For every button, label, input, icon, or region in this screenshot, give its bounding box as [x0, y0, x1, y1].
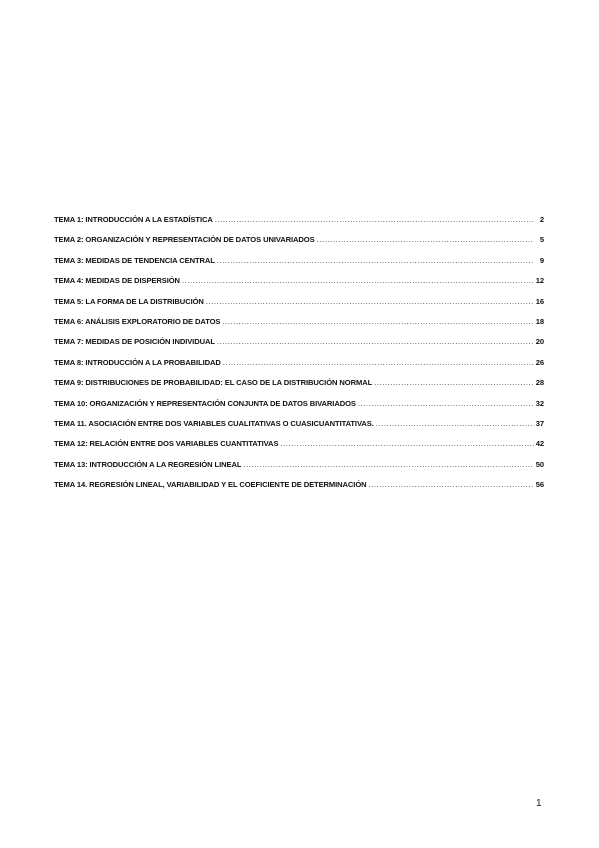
- toc-dot-leader: [369, 480, 534, 489]
- toc-entry-title: TEMA 14. REGRESIÓN LINEAL, VARIABILIDAD Y EL COEFICIENTE DE DETERMINACIÓN: [54, 480, 367, 490]
- toc-dot-leader: [217, 256, 534, 265]
- toc-entry-title: TEMA 11. ASOCIACIÓN ENTRE DOS VARIABLES CUALITATIVAS O CUASICUANTITATIVAS.: [54, 418, 374, 428]
- toc-dot-leader: [358, 399, 534, 408]
- toc-entry-12[interactable]: [54, 439, 544, 459]
- toc-entry-title: TEMA 8: INTRODUCCIÓN A LA PROBABILIDAD: [54, 357, 221, 367]
- toc-entry-title: TEMA 9: DISTRIBUCIONES DE PROBABILIDAD: EL CASO DE LA DISTRIBUCIÓN NORMAL: [54, 378, 373, 388]
- toc-entry-page: 42: [535, 439, 544, 449]
- toc-entry-page: 50: [535, 459, 544, 469]
- toc-dot-leader: [376, 419, 534, 428]
- toc-entry-page: 56: [535, 480, 544, 490]
- toc-dot-leader: [317, 235, 534, 244]
- toc-entry-4[interactable]: [54, 276, 544, 296]
- toc-dot-leader: [206, 297, 534, 306]
- toc-entry-9[interactable]: [54, 378, 544, 398]
- toc-entry-8[interactable]: [54, 358, 544, 378]
- toc-entry-page: 9: [539, 255, 544, 265]
- toc-entry-page: 32: [535, 398, 544, 408]
- toc-entry-page: 16: [535, 296, 544, 306]
- toc-entry-5[interactable]: [54, 297, 544, 317]
- toc-entry-7[interactable]: [54, 337, 544, 357]
- toc-entry-title: TEMA 1: INTRODUCCIÓN A LA ESTADÍSTICA: [54, 215, 213, 224]
- toc-entry-11[interactable]: [54, 419, 544, 439]
- toc-entry-6[interactable]: [54, 317, 544, 337]
- table-of-contents: [54, 215, 544, 500]
- toc-entry-3[interactable]: [54, 256, 544, 276]
- toc-entry-page: 26: [535, 357, 544, 367]
- toc-entry-1[interactable]: [54, 215, 544, 235]
- toc-dot-leader: [217, 337, 534, 346]
- toc-entry-title: TEMA 10: ORGANIZACIÓN Y REPRESENTACIÓN CONJUNTA DE DATOS BIVARIADOS: [54, 398, 356, 408]
- page-number: 1: [536, 798, 542, 809]
- toc-entry-title: TEMA 7: MEDIDAS DE POSICIÓN INDIVIDUAL: [54, 337, 215, 347]
- toc-entry-title: TEMA 3: MEDIDAS DE TENDENCIA CENTRAL: [54, 255, 215, 265]
- toc-entry-10[interactable]: [54, 399, 544, 419]
- toc-entry-page: 37: [535, 418, 544, 428]
- toc-entry-title: TEMA 6: ANÁLISIS EXPLORATORIO DE DATOS: [54, 316, 221, 326]
- toc-dot-leader: [215, 215, 534, 224]
- toc-entry-page: 2: [539, 215, 544, 224]
- toc-entry-14[interactable]: [54, 480, 544, 500]
- toc-entry-13[interactable]: [54, 460, 544, 480]
- toc-entry-title: TEMA 2: ORGANIZACIÓN Y REPRESENTACIÓN DE DATOS UNIVARIADOS: [54, 235, 315, 245]
- toc-dot-leader: [223, 358, 534, 367]
- toc-dot-leader: [280, 439, 533, 448]
- toc-dot-leader: [182, 276, 534, 285]
- toc-entry-title: TEMA 12: RELACIÓN ENTRE DOS VARIABLES CUANTITATIVAS: [54, 439, 279, 449]
- toc-dot-leader: [222, 317, 533, 326]
- toc-entry-title: TEMA 13: INTRODUCCIÓN A LA REGRESIÓN LINEAL: [54, 459, 242, 469]
- toc-entry-page: 28: [535, 378, 544, 388]
- toc-entry-2[interactable]: [54, 235, 544, 255]
- toc-entry-page: 5: [539, 235, 544, 245]
- toc-entry-page: 12: [535, 276, 544, 286]
- toc-entry-page: 18: [535, 316, 544, 326]
- toc-entry-page: 20: [535, 337, 544, 347]
- toc-entry-title: TEMA 4: MEDIDAS DE DISPERSIÓN: [54, 276, 180, 286]
- toc-dot-leader: [374, 378, 534, 387]
- toc-entry-title: TEMA 5: LA FORMA DE LA DISTRIBUCIÓN: [54, 296, 204, 306]
- toc-dot-leader: [243, 460, 533, 469]
